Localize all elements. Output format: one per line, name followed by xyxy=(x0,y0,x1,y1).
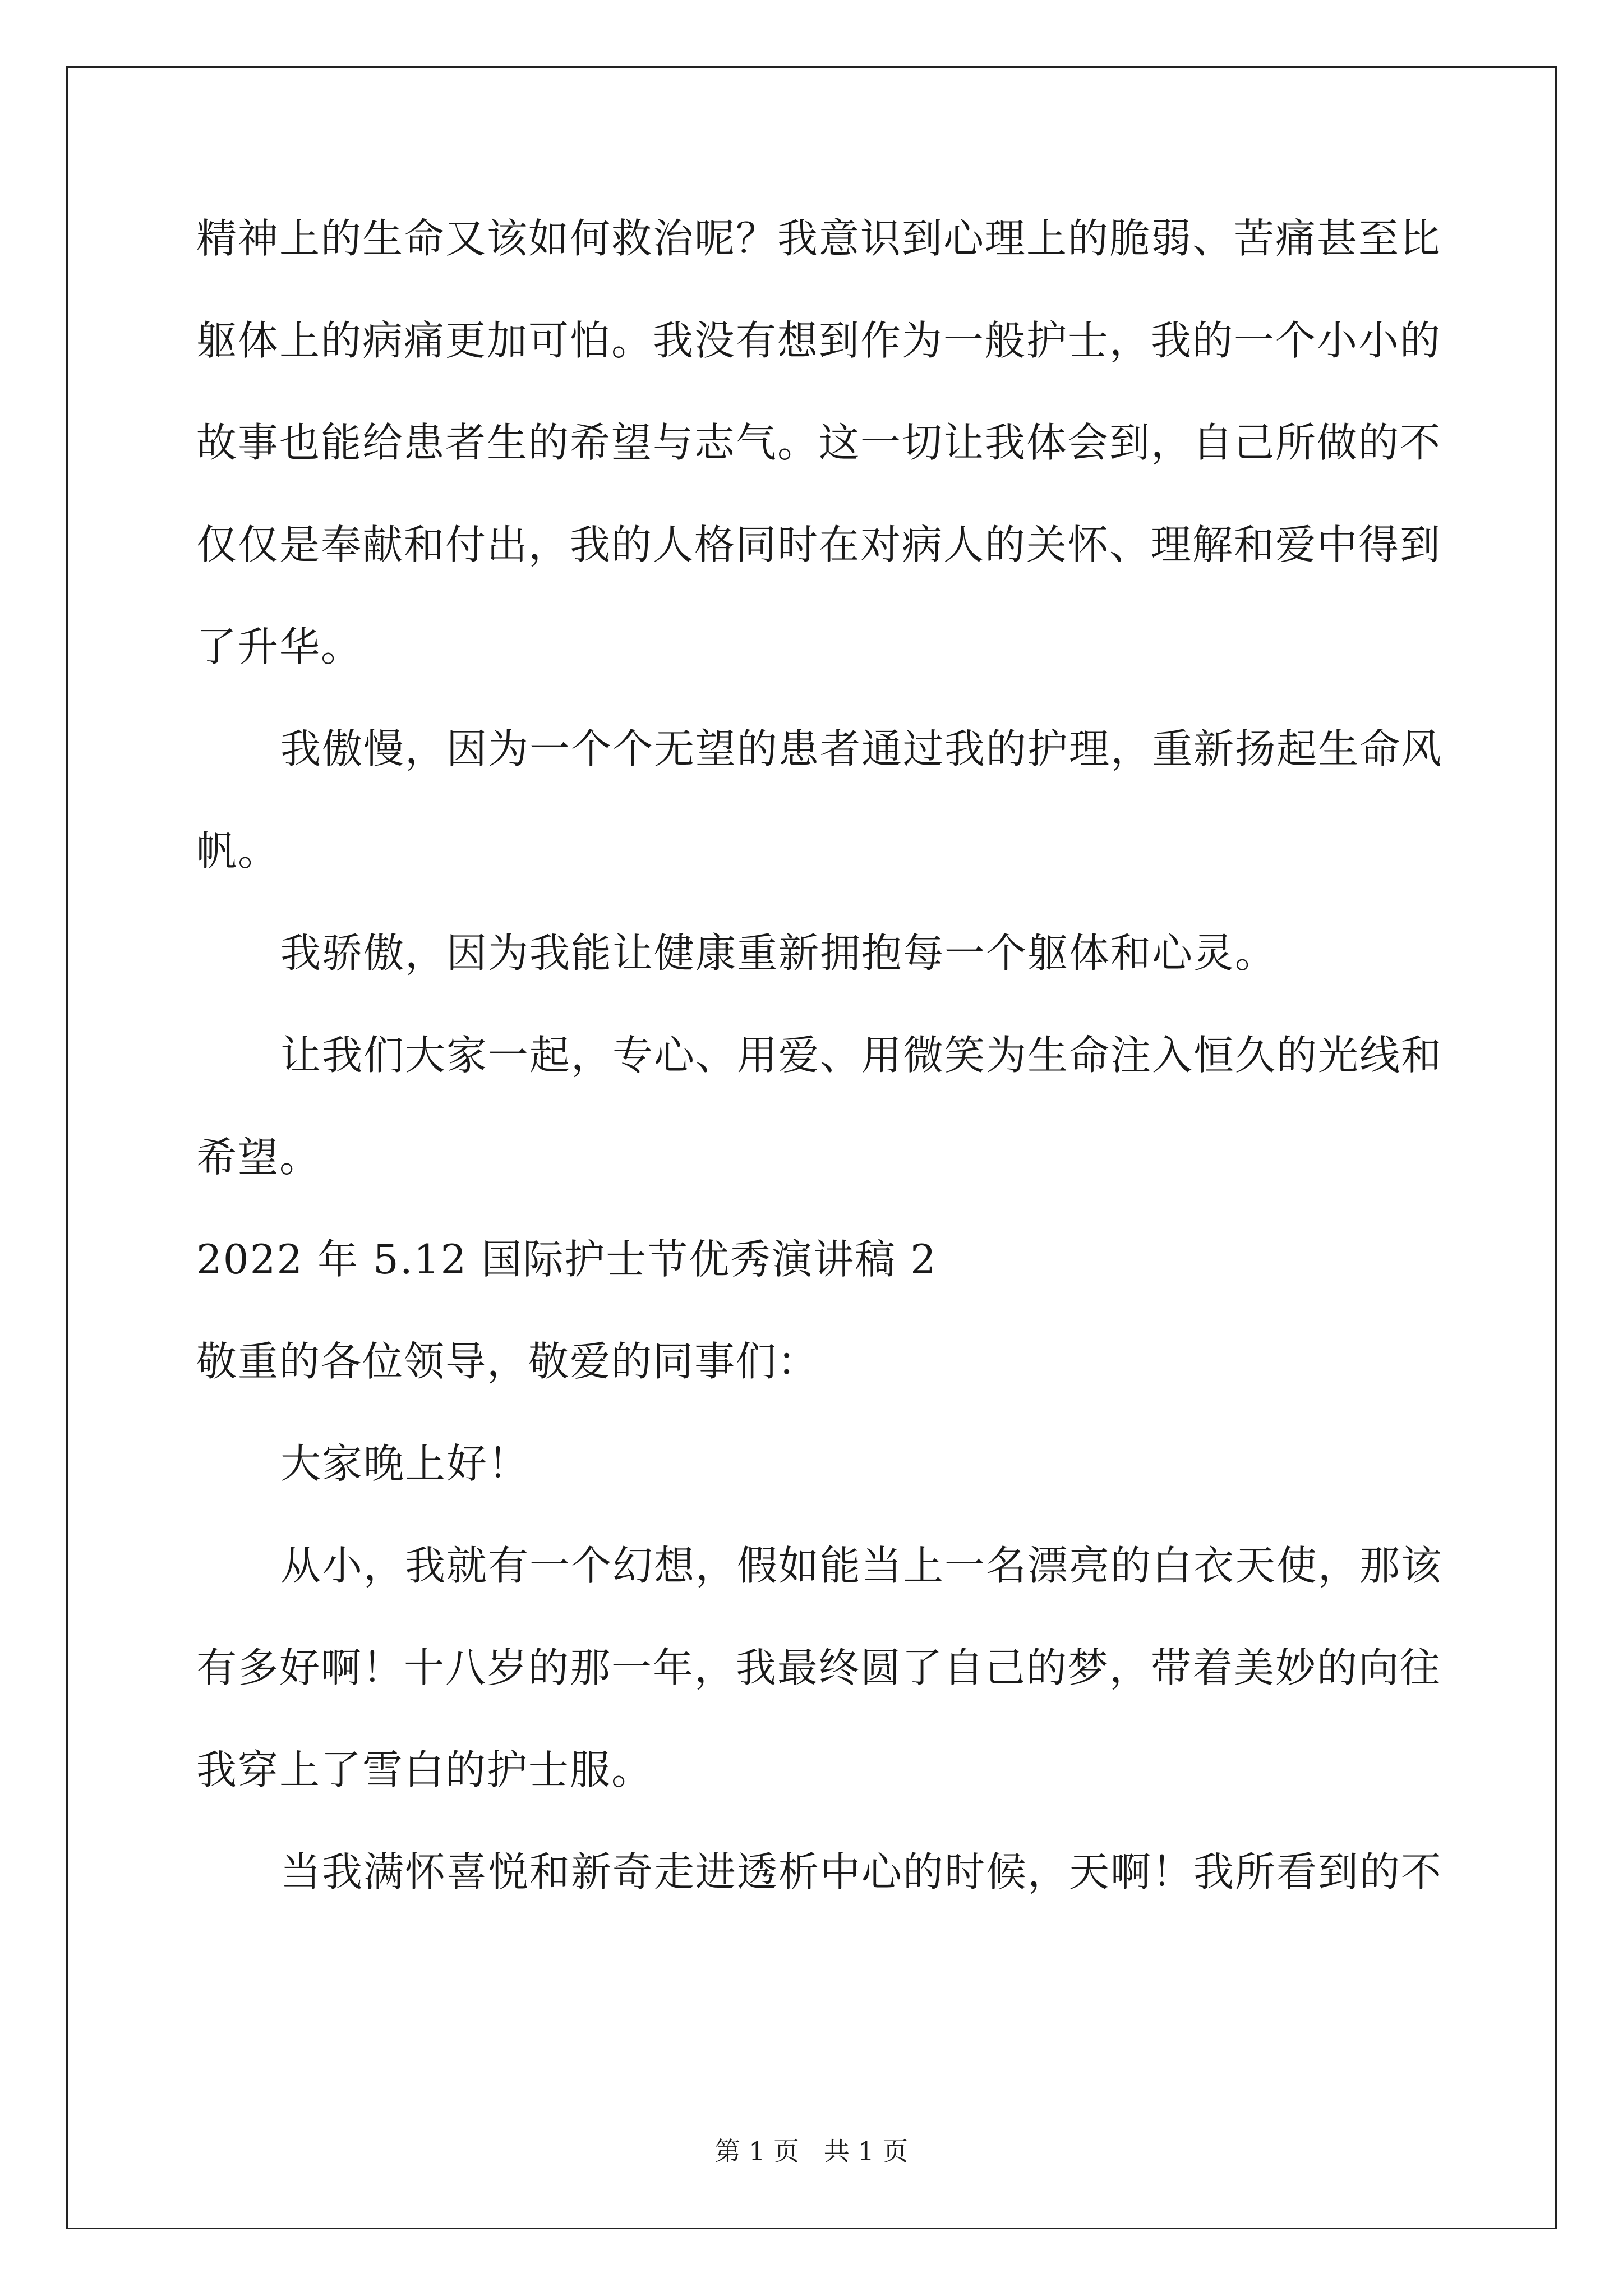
text-line: 我穿上了雪白的护士服。 xyxy=(196,1746,653,1793)
greeting: 大家晚上好！ xyxy=(280,1440,530,1487)
text-line: 精神上的生命又该如何救治呢？我意识到心理上的脆弱、苦痛甚至比 xyxy=(196,215,1442,262)
section-heading: 2022 年 5.12 国际护士节优秀演讲稿 2 xyxy=(196,1236,937,1283)
text-line: 有多好啊！十八岁的那一年，我最终圆了自己的梦，带着美妙的向往 xyxy=(196,1644,1442,1691)
salutation: 敬重的各位领导，敬爱的同事们： xyxy=(196,1338,819,1385)
text-line: 希望。 xyxy=(196,1134,321,1181)
page-footer: 第 1 页 共 1 页 xyxy=(714,2136,909,2166)
text-line: 我傲慢，因为一个个无望的患者通过我的护理，重新扬起生命风 xyxy=(280,725,1443,772)
text-line: 了升华。 xyxy=(196,623,363,670)
text-line: 当我满怀喜悦和新奇走进透析中心的时候，天啊！我所看到的不 xyxy=(280,1848,1443,1895)
text-line: 躯体上的病痛更加可怕。我没有想到作为一般护士，我的一个小小的 xyxy=(196,317,1442,364)
document-body xyxy=(196,208,1443,1943)
text-line: 让我们大家一起，专心、用爱、用微笑为生命注入恒久的光线和 xyxy=(280,1032,1443,1079)
text-line: 帆。 xyxy=(196,827,280,875)
text-line: 仅仅是奉献和付出，我的人格同时在对病人的关怀、理解和爱中得到 xyxy=(196,521,1442,568)
text-line: 我骄傲，因为我能让健康重新拥抱每一个躯体和心灵。 xyxy=(280,930,1277,977)
text-line: 从小，我就有一个幻想，假如能当上一名漂亮的白衣天使，那该 xyxy=(280,1542,1443,1589)
text-line: 故事也能给患者生的希望与志气。这一切让我体会到，自己所做的不 xyxy=(196,419,1442,466)
